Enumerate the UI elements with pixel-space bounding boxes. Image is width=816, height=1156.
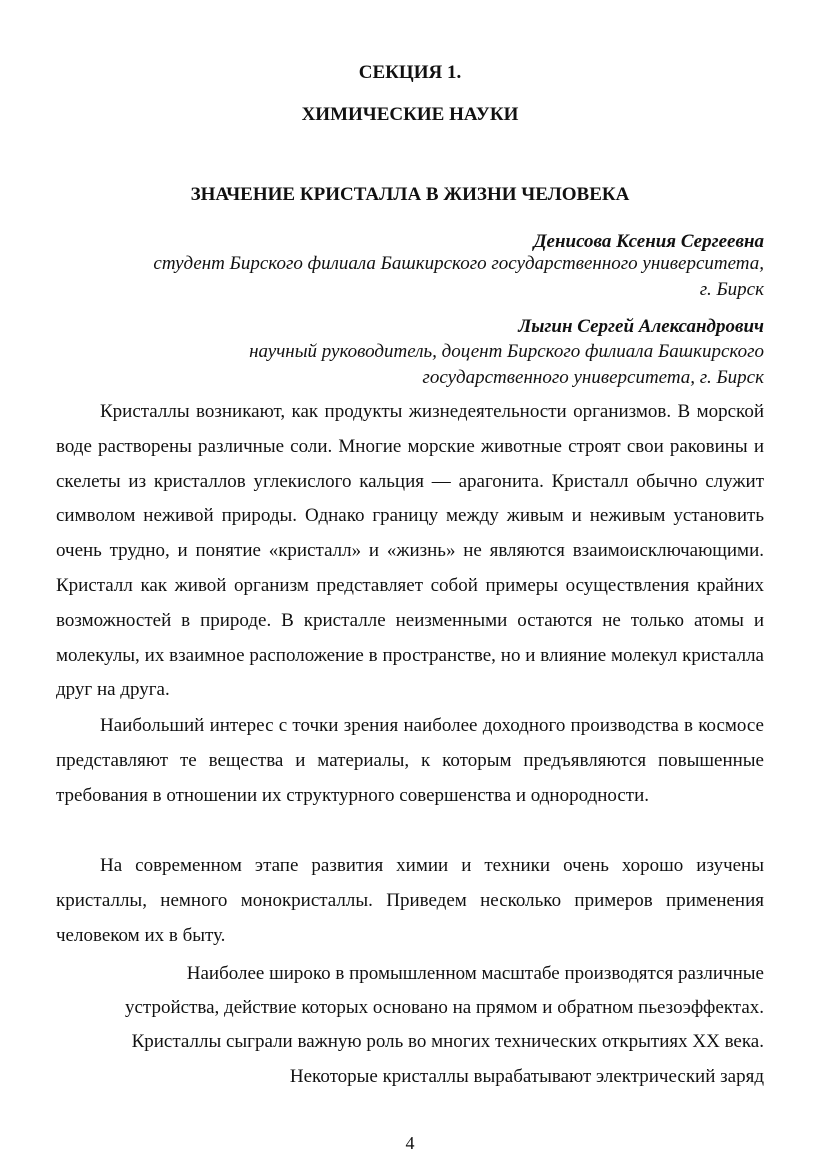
body-line-right-2: устройства, действие которых основано на прямом и обратном пьезоэффектах. — [125, 997, 764, 1018]
section-heading: СЕКЦИЯ 1. — [358, 62, 462, 83]
author-affiliation-1: студент Бирского филиала Башкирского государственного университета, г. Бирск — [153, 253, 764, 300]
author-affiliation-2: научный руководитель, доцент Бирского филиала Башкирского государственного университета, г. Бирск — [249, 341, 764, 388]
body-paragraph-3: На современном этапе развития химии и техники очень хорошо изучены кристаллы, немного монокристаллы. Приведем несколько примеров применения человеком их в быту. — [56, 855, 764, 946]
article-title: ЗНАЧЕНИЕ КРИСТАЛЛА В ЖИЗНИ ЧЕЛОВЕКА — [190, 184, 630, 205]
body-line-right-4: Некоторые кристаллы вырабатывают электрический заряд — [289, 1066, 764, 1087]
body-line-right-3: Кристаллы сыграли важную роль во многих технических открытиях XX века. — [131, 1031, 764, 1052]
page-number: 4 — [405, 1133, 415, 1153]
discipline-heading: ХИМИЧЕСКИЕ НАУКИ — [301, 104, 519, 125]
body-paragraph-2: Наибольший интерес с точки зрения наиболее доходного производства в космосе представляют те вещества и материалы, к которым предъявляются повышенные требования в отношении их структурного совершенства и однородности. — [56, 715, 764, 806]
body-line-right-1: Наиболее широко в промышленном масштабе производятся различные — [186, 963, 764, 984]
author-name-1: Денисова Ксения Сергеевна — [533, 231, 764, 252]
body-paragraph-1: Кристаллы возникают, как продукты жизнедеятельности организмов. В морской воде растворены различные соли. Многие морские животные строят свои раковины и скелеты из кристаллов углекислого кальция — арагонита. Кристалл обычно служит символом неживой природы. Однако границу между живым и неживым установить очень трудно, и понятие «кристалл» и «жизнь» не являются взаимоисключающими. Кристалл как живой организм представляет собой примеры осуществления крайних возможностей в природе. В кристалле неизменными остаются не только атомы и молекулы, их взаимное расположение в пространстве, но и влияние молекул кристалла друг на друга. — [56, 401, 764, 701]
author-name-2: Лыгин Сергей Александрович — [518, 316, 764, 337]
